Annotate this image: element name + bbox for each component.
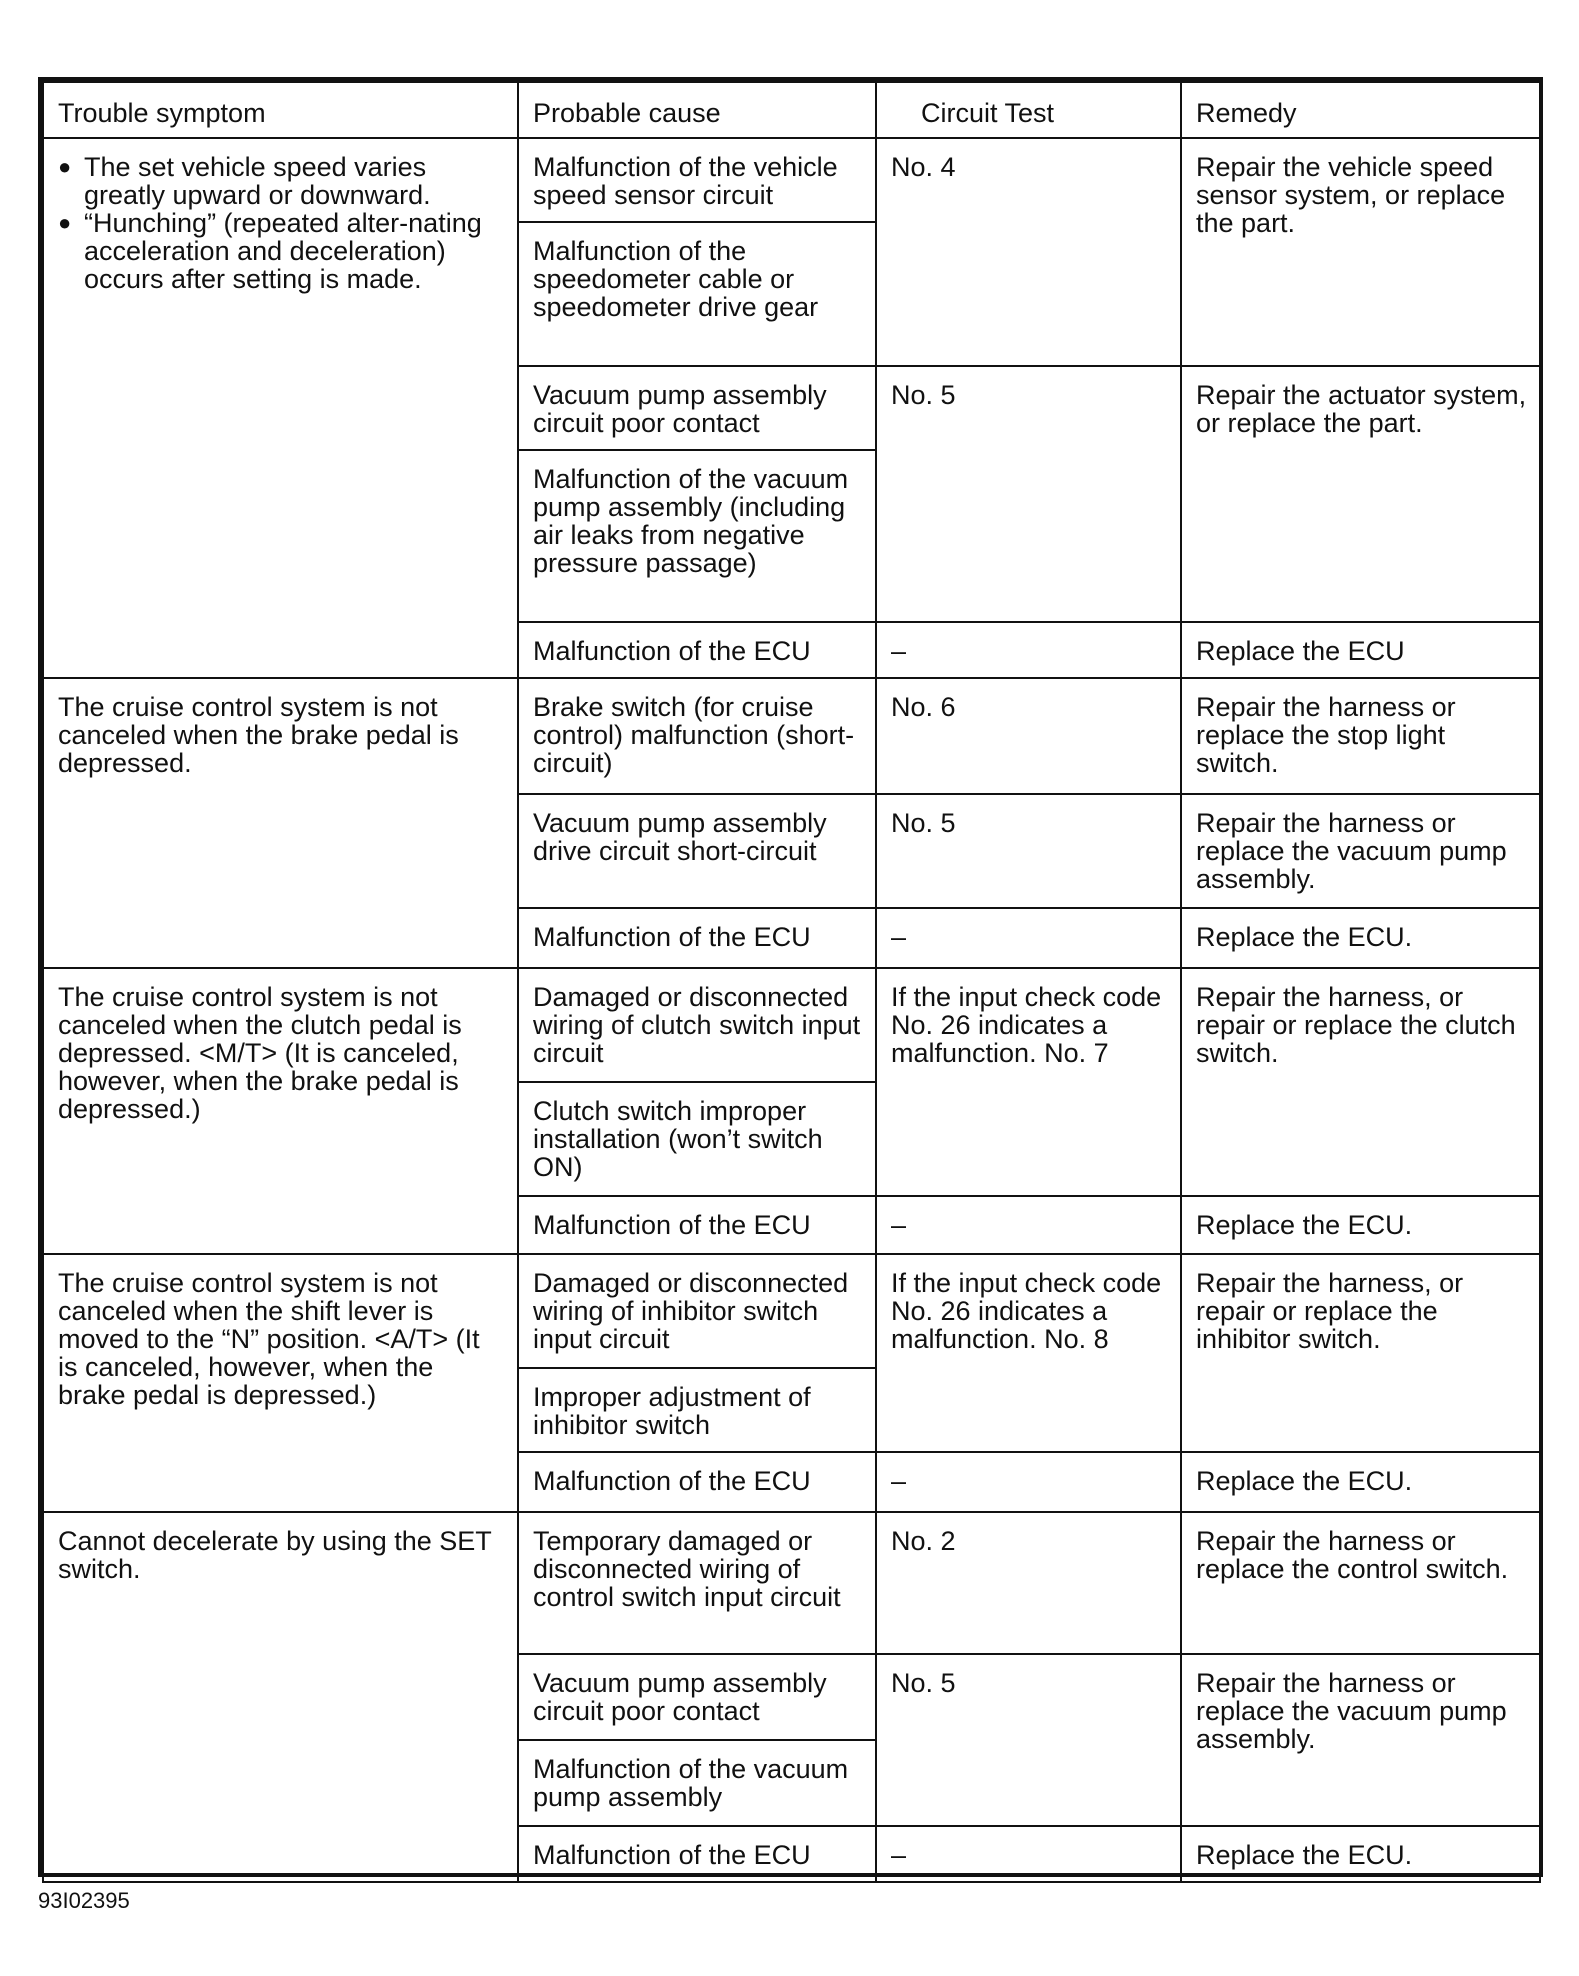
symptom-cell bbox=[43, 138, 518, 678]
remedy-cell: Repair the actuator system, or replace the part. bbox=[1181, 366, 1540, 622]
remedy-cell: Repair the harness or replace the control switch. bbox=[1181, 1512, 1540, 1654]
remedy-cell: Repair the harness, or repair or replace the inhibitor switch. bbox=[1181, 1254, 1540, 1452]
cause-cell: Malfunction of the ECU bbox=[518, 1452, 876, 1512]
circuit-test-cell: No. 5 bbox=[876, 794, 1181, 908]
troubleshooting-table bbox=[42, 81, 1541, 1883]
cause-cell: Malfunction of the ECU bbox=[518, 908, 876, 968]
cause-cell: Vacuum pump assembly circuit poor contact bbox=[518, 366, 876, 450]
circuit-test-cell: – bbox=[876, 908, 1181, 968]
symptom-cell: The cruise control system is not canceled when the shift lever is moved to the “N” position. <A/T> (It is canceled, however, when the brake pedal is depressed.) bbox=[43, 1254, 518, 1512]
header-trouble-symptom: Trouble symptom bbox=[43, 82, 518, 138]
header-remedy: Remedy bbox=[1181, 82, 1540, 138]
cause-cell: Damaged or disconnected wiring of clutch switch input circuit bbox=[518, 968, 876, 1082]
cause-cell: Clutch switch improper installation (won’t switch ON) bbox=[518, 1082, 876, 1196]
remedy-cell: Repair the harness or replace the stop light switch. bbox=[1181, 678, 1540, 794]
circuit-test-cell: – bbox=[876, 1452, 1181, 1512]
header-row bbox=[43, 82, 1540, 138]
circuit-test-cell: No. 4 bbox=[876, 138, 1181, 366]
symptom-list bbox=[58, 153, 505, 293]
symptom-cell: The cruise control system is not canceled when the brake pedal is depressed. bbox=[43, 678, 518, 968]
table-row bbox=[43, 968, 1540, 1082]
header-circuit-test: Circuit Test bbox=[876, 82, 1181, 138]
cause-cell: Malfunction of the ECU bbox=[518, 1826, 876, 1882]
remedy-cell: Repair the harness, or repair or replace the clutch switch. bbox=[1181, 968, 1540, 1196]
circuit-test-cell: If the input check code No. 26 indicates a malfunction. No. 7 bbox=[876, 968, 1181, 1196]
remedy-cell: Replace the ECU. bbox=[1181, 1196, 1540, 1254]
circuit-test-cell: – bbox=[876, 1196, 1181, 1254]
remedy-cell: Repair the harness or replace the vacuum pump assembly. bbox=[1181, 1654, 1540, 1826]
remedy-cell: Repair the vehicle speed sensor system, or replace the part. bbox=[1181, 138, 1540, 366]
circuit-test-cell: – bbox=[876, 622, 1181, 678]
table-row bbox=[43, 1512, 1540, 1654]
remedy-cell: Replace the ECU. bbox=[1181, 1826, 1540, 1882]
cause-cell: Malfunction of the ECU bbox=[518, 622, 876, 678]
table-row bbox=[43, 138, 1540, 222]
symptom-item: ● “Hunching” (repeated alter-nating acceleration and deceleration) occurs after setting is made. bbox=[58, 209, 505, 293]
symptom-cell: The cruise control system is not canceled when the clutch pedal is depressed. <M/T> (It is canceled, however, when the brake pedal is depressed.) bbox=[43, 968, 518, 1254]
cause-cell: Temporary damaged or disconnected wiring of control switch input circuit bbox=[518, 1512, 876, 1654]
cause-cell: Malfunction of the vehicle speed sensor circuit bbox=[518, 138, 876, 222]
cause-cell: Vacuum pump assembly circuit poor contact bbox=[518, 1654, 876, 1740]
remedy-cell: Replace the ECU. bbox=[1181, 908, 1540, 968]
cause-cell: Malfunction of the speedometer cable or speedometer drive gear bbox=[518, 222, 876, 366]
circuit-test-cell: If the input check code No. 26 indicates a malfunction. No. 8 bbox=[876, 1254, 1181, 1452]
remedy-cell: Replace the ECU bbox=[1181, 622, 1540, 678]
cause-cell: Malfunction of the ECU bbox=[518, 1196, 876, 1254]
remedy-cell: Repair the harness or replace the vacuum pump assembly. bbox=[1181, 794, 1540, 908]
table-row bbox=[43, 1254, 1540, 1368]
circuit-test-cell: No. 2 bbox=[876, 1512, 1181, 1654]
table-row bbox=[43, 678, 1540, 794]
figure-id: 93I02395 bbox=[38, 1888, 130, 1913]
symptom-cell: Cannot decelerate by using the SET switch. bbox=[43, 1512, 518, 1882]
cause-cell: Vacuum pump assembly drive circuit short-circuit bbox=[518, 794, 876, 908]
cause-cell: Malfunction of the vacuum pump assembly bbox=[518, 1740, 876, 1826]
circuit-test-cell: No. 6 bbox=[876, 678, 1181, 794]
circuit-test-cell: – bbox=[876, 1826, 1181, 1882]
circuit-test-cell: No. 5 bbox=[876, 1654, 1181, 1826]
remedy-cell: Replace the ECU. bbox=[1181, 1452, 1540, 1512]
cause-cell: Damaged or disconnected wiring of inhibitor switch input circuit bbox=[518, 1254, 876, 1368]
cause-cell: Improper adjustment of inhibitor switch bbox=[518, 1368, 876, 1452]
cause-cell: Malfunction of the vacuum pump assembly (including air leaks from negative pressure passage) bbox=[518, 450, 876, 622]
cause-cell: Brake switch (for cruise control) malfunction (short-circuit) bbox=[518, 678, 876, 794]
header-probable-cause: Probable cause bbox=[518, 82, 876, 138]
circuit-test-cell: No. 5 bbox=[876, 366, 1181, 622]
symptom-item: ● The set vehicle speed varies greatly upward or downward. bbox=[58, 153, 505, 209]
